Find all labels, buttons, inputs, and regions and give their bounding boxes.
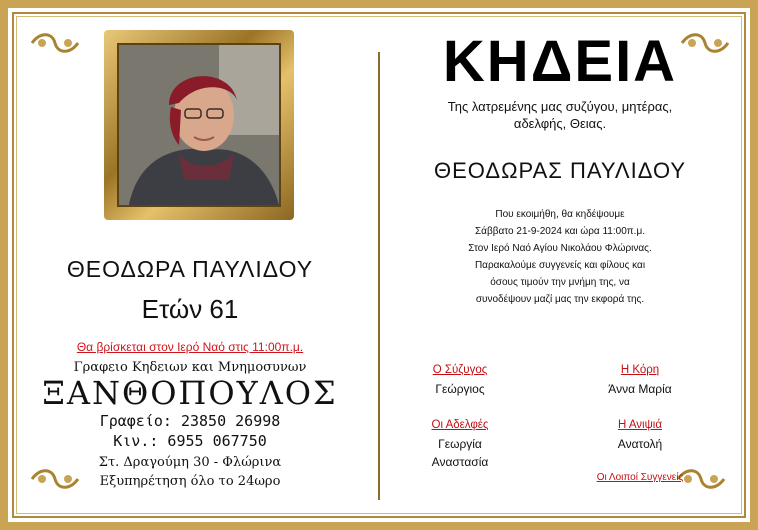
relative-name: Γεώργιος (435, 382, 485, 396)
relative-label: Η Κόρη (620, 364, 660, 376)
intro-line: αδελφής, Θειας. (513, 116, 607, 131)
relative-name: Ανατολή (617, 437, 663, 451)
relative-name: Άννα Μαρία (608, 382, 672, 396)
relative-name: Αναστασία (431, 455, 489, 469)
relative-label: Ο Σύζυγος (432, 364, 488, 376)
service-hours: Εξυπηρέτηση όλο το 24ωρο (99, 474, 281, 489)
relative-label: Οι Αδελφές (431, 419, 489, 431)
announcement-line: Σάββατο 21-9-2024 και ώρα 11:00π.μ. (475, 226, 645, 237)
office-address: Στ. Δραγούμη 30 - Φλώρινα (98, 455, 282, 470)
relative-name: Γεωργία (438, 437, 482, 451)
person-portrait-icon (119, 45, 279, 205)
announcement-line: Στον Ιερό Ναό Αγίου Νικολάου Φλώρινας. (468, 243, 652, 254)
announcement-line: όσους τιμούν την μνήμη της, να (490, 277, 630, 288)
intro-line: Της λατρεμένης μας συζύγου, μητέρας, (447, 99, 673, 114)
portrait-photo (117, 43, 281, 207)
viewing-notice: Θα βρίσκεται στον Ιερό Ναό στις 11:00π.μ. (76, 340, 304, 354)
funeral-office-label: Γραφειο Κηδειων και Μνημοσυνων (73, 360, 307, 375)
relative-label: Η Ανιψιά (617, 419, 663, 431)
announcement-line: Παρακαλούμε συγγενείς και φίλους και (474, 260, 646, 271)
deceased-name-left: ΘΕΟΔΩΡΑ ΠΑΥΛΙΔΟΥ (66, 256, 314, 282)
page-title: ΚΗΔΕΙΑ (442, 29, 678, 94)
office-phone: Γραφείο: 23850 26998 (99, 412, 281, 430)
center-divider (378, 52, 380, 500)
deceased-name-right: ΘΕΟΔΩΡΑΣ ΠΑΥΛΙΔΟΥ (433, 158, 687, 183)
relative-label: Οι Λοιποί Συγγενείς (596, 472, 684, 483)
gold-flourish-icon (30, 30, 80, 56)
portrait-frame (104, 30, 294, 220)
funeral-home-brand: ΞΑΝΘΟΠΟΥΛΟΣ (42, 374, 338, 412)
deceased-age: Ετών 61 (141, 294, 239, 324)
announcement-line: Που εκοιμήθη, θα κηδέψουμε (495, 209, 625, 220)
mobile-phone: Κιν.: 6955 067750 (113, 432, 267, 450)
announcement-line: συνοδέψουν μαζί μας την εκφορά της. (475, 294, 645, 305)
